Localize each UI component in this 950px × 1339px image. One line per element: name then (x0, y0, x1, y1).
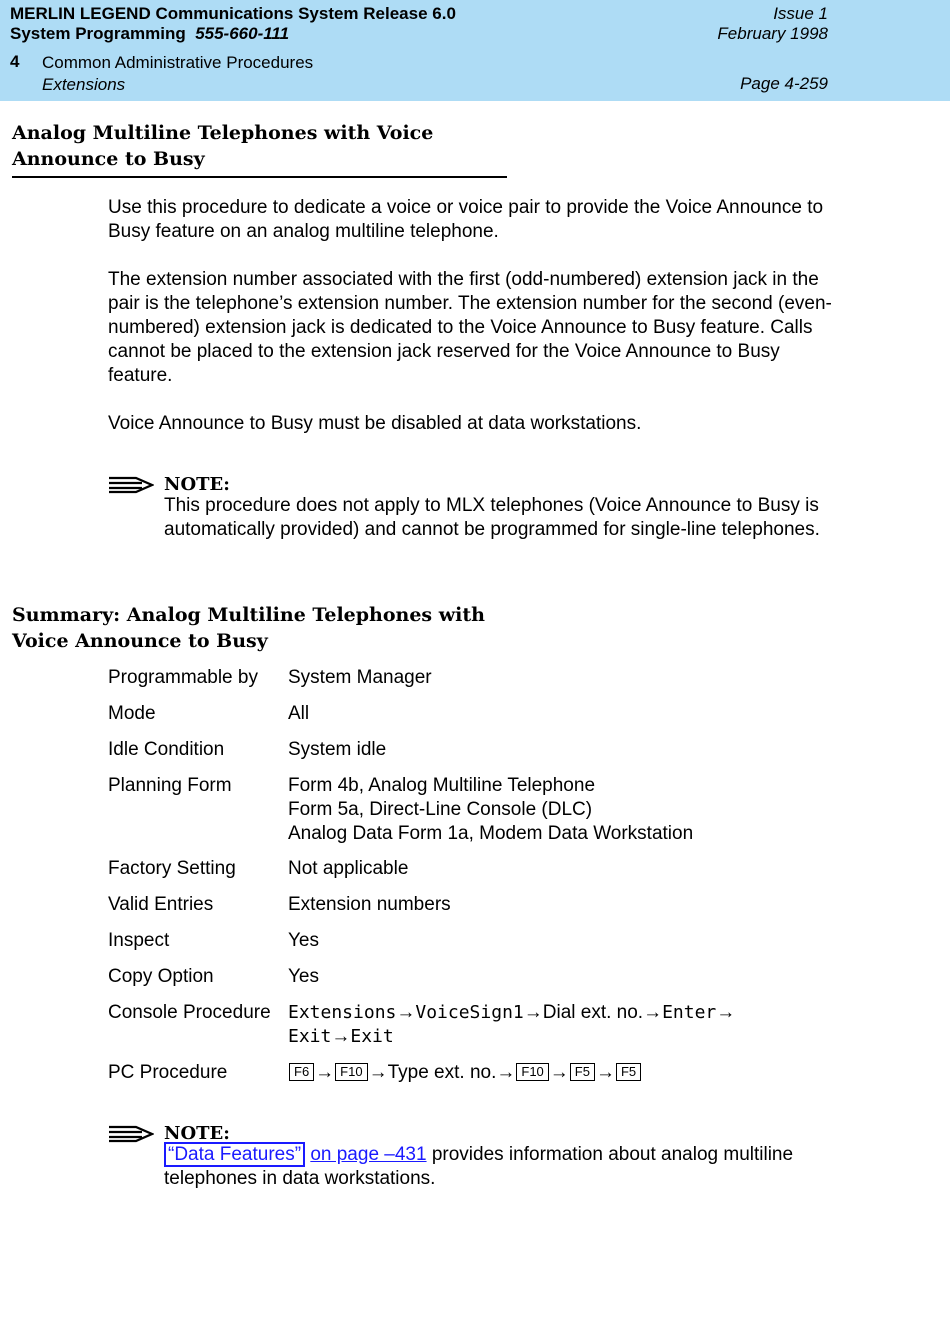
arrow: → (315, 1062, 335, 1083)
page-reference-link[interactable]: on page –431 (310, 1144, 427, 1165)
header-title (10, 4, 456, 44)
title-rule (12, 176, 507, 178)
chapter-title: Common Administrative Procedures (42, 53, 314, 72)
section-title-line1: Analog Multiline Telephones with Voice (12, 122, 434, 144)
function-key: F5 (570, 1063, 595, 1081)
page-header (0, 0, 950, 101)
document-line (10, 24, 456, 44)
summary-label: Factory Setting (108, 858, 236, 879)
summary-value: Not applicable (288, 858, 409, 879)
intro-paragraph: Use this procedure to dedicate a voice or voice pair to provide the Voice Announce to Busy feature on an analog multiline telephone. (108, 197, 824, 242)
console-procedure-line1 (288, 1001, 735, 1025)
arrow: → (396, 1002, 416, 1023)
note-label: NOTE: (164, 1123, 230, 1144)
page-number: Page 4-259 (740, 74, 828, 93)
planning-form-item: Analog Data Form 1a, Modem Data Workstation (288, 823, 694, 844)
issue-date: February 1998 (717, 24, 828, 43)
summary-value: System Manager (288, 667, 432, 688)
arrow: → (549, 1062, 569, 1083)
product-title: MERLIN LEGEND Communications System Release 6.0 (10, 4, 456, 23)
note-text: This procedure does not apply to MLX telephones (Voice Announce to Busy is automatically provided) and cannot be programmed for single-line telephones. (164, 495, 820, 540)
summary-title-line2: Voice Announce to Busy (12, 630, 268, 652)
section-title-line2: Announce to Busy (12, 148, 205, 170)
summary-label: Valid Entries (108, 894, 214, 915)
console-procedure-label: Console Procedure (108, 1002, 271, 1023)
pc-procedure-value (288, 1061, 642, 1085)
summary-label: Programmable by (108, 667, 258, 688)
console-step: Extensions (288, 1002, 397, 1023)
console-procedure-value (288, 1001, 735, 1049)
console-step: Dial ext. no. (542, 1002, 644, 1023)
document-name: System Programming (10, 24, 186, 43)
summary-label: Copy Option (108, 966, 214, 987)
chapter-number: 4 (10, 52, 20, 71)
pc-procedure-label: PC Procedure (108, 1062, 228, 1083)
summary-title-line1: Summary: Analog Multiline Telephones with (12, 604, 485, 626)
arrow: → (496, 1062, 516, 1083)
summary-label: Idle Condition (108, 739, 225, 760)
summary-value: System idle (288, 739, 387, 760)
console-step: VoiceSign1 (415, 1002, 524, 1023)
arrow: → (643, 1002, 663, 1023)
pc-step: Type ext. no. (387, 1062, 497, 1083)
summary-label: Planning Form (108, 775, 232, 796)
summary-value: All (288, 703, 310, 724)
disable-paragraph: Voice Announce to Busy must be disabled at data workstations. (108, 413, 642, 434)
arrow: → (595, 1062, 615, 1083)
arrow: → (523, 1002, 543, 1023)
function-key: F6 (289, 1063, 314, 1081)
chapter-block (42, 52, 313, 96)
note-body: provides information about analog multiline telephones in data workstations. (164, 1144, 794, 1189)
document-number: 555-660-111 (195, 24, 290, 43)
header-issue-block (717, 4, 828, 44)
function-key: F5 (616, 1063, 641, 1081)
note-label: NOTE: (164, 474, 230, 495)
function-key: F10 (335, 1063, 367, 1081)
function-key: F10 (516, 1063, 548, 1081)
data-features-link[interactable]: “Data Features” (164, 1142, 305, 1167)
summary-label: Mode (108, 703, 156, 724)
console-step: Enter (662, 1002, 717, 1023)
console-procedure-line2 (288, 1025, 735, 1049)
console-step: Exit (288, 1026, 332, 1047)
summary-title (12, 602, 485, 654)
note-icon (108, 1123, 154, 1145)
planning-form-item: Form 4b, Analog Multiline Telephone (288, 775, 596, 796)
console-step: Exit (350, 1026, 394, 1047)
summary-value-list (288, 774, 693, 846)
section-name: Extensions (42, 75, 126, 94)
arrow: → (716, 1002, 736, 1023)
issue-label: Issue 1 (773, 4, 828, 23)
arrow: → (331, 1026, 351, 1047)
planning-form-item: Form 5a, Direct-Line Console (DLC) (288, 799, 593, 820)
note-text (164, 1143, 834, 1191)
extension-paragraph: The extension number associated with the first (odd-numbered) extension jack in the pair is the telephone’s extension number. The extension number for the second (even-numbered) extension jack is dedicated to the Voice Announce to Busy feature. Calls cannot be placed to the extension jack reserved for the Voice Announce to Busy feature. (108, 269, 832, 386)
arrow: → (368, 1062, 388, 1083)
summary-label: Inspect (108, 930, 170, 951)
summary-value: Yes (288, 966, 319, 987)
note-icon (108, 474, 154, 496)
summary-value: Yes (288, 930, 319, 951)
summary-value: Extension numbers (288, 894, 451, 915)
section-title (12, 120, 433, 172)
